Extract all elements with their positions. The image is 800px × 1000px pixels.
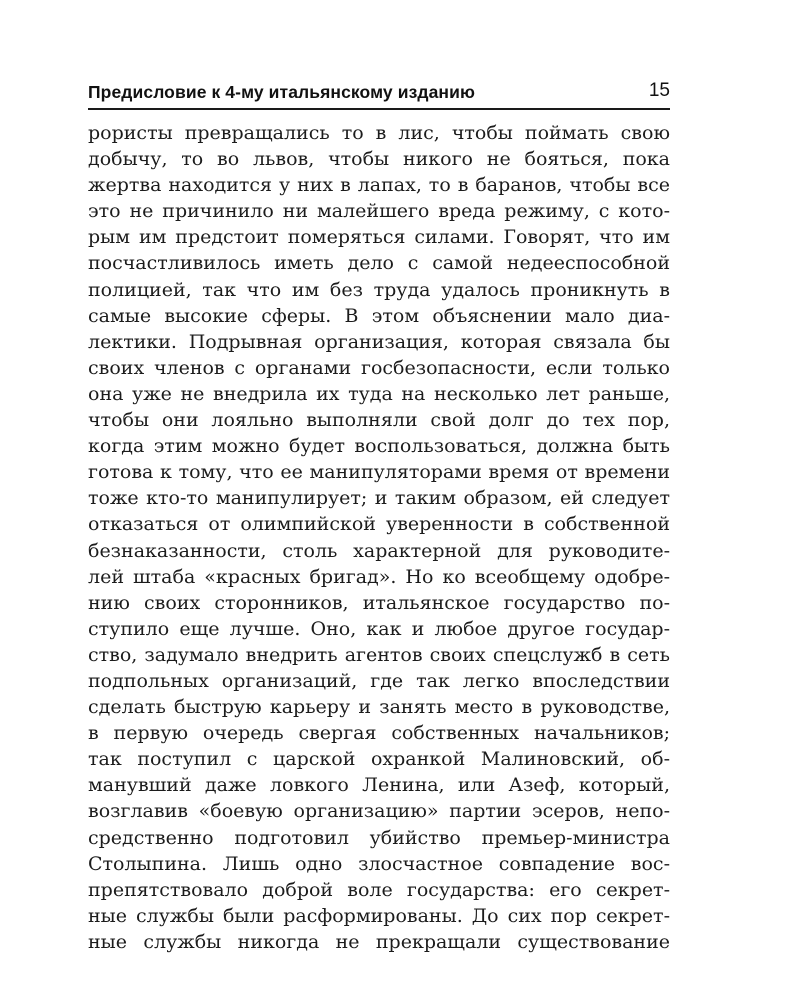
- text-line: она уже не внедрила их туда на несколько лет раньше,: [88, 382, 670, 405]
- text-line: тоже кто-то манипулирует; и таким образом, ей следует: [88, 487, 670, 510]
- text-line: в первую очередь свергая собственных начальников;: [88, 722, 670, 745]
- text-line: ные службы были расформированы. До сих пор секрет-: [88, 904, 670, 927]
- text-line: когда этим можно будет воспользоваться, должна быть: [88, 435, 670, 458]
- text-line: сделать быструю карьеру и занять место в руководстве,: [88, 696, 670, 719]
- text-line: манувший даже ловкого Ленина, или Азеф, который,: [88, 774, 670, 797]
- text-line: Столыпина. Лишь одно злосчастное совпадение вос-: [88, 852, 670, 875]
- text-line: так поступил с царской охранкой Малиновский, об-: [88, 748, 670, 771]
- text-line: безнаказанности, столь характерной для руководите-: [88, 539, 670, 562]
- text-line: рым им предстоит померяться силами. Говорят, что им: [88, 226, 670, 249]
- text-line: лектики. Подрывная организация, которая связала бы: [88, 330, 670, 353]
- page-number: 15: [648, 80, 670, 101]
- text-line: возглавив «боевую организацию» партии эсеров, непо-: [88, 800, 670, 823]
- text-line: готова к тому, что ее манипуляторами время от времени: [88, 461, 670, 484]
- text-line: лей штаба «красных бригад». Но ко всеобщему одобре-: [88, 565, 670, 588]
- text-line: посчастливилось иметь дело с самой недееспособной: [88, 252, 670, 275]
- text-line: ство, задумало внедрить агентов своих спецслужб в сеть: [88, 643, 670, 666]
- text-line: средственно подготовил убийство премьер-министра: [88, 826, 670, 849]
- text-line: жертва находится у них в лапах, то в баранов, чтобы все: [88, 174, 670, 197]
- running-head: [88, 78, 670, 110]
- text-line: рористы превращались то в лис, чтобы поймать свою: [88, 122, 670, 144]
- text-line: подпольных организаций, где так легко впоследствии: [88, 669, 670, 692]
- running-title: Предисловие к 4-му итальянскому изданию: [88, 82, 475, 102]
- text-line: отказаться от олимпийской уверенности в собственной: [88, 513, 670, 536]
- text-line: добычу, то во львов, чтобы никого не бояться, пока: [88, 148, 670, 171]
- text-line: ные службы никогда не прекращали существование: [88, 930, 670, 953]
- text-line: полицией, так что им без труда удалось проникнуть в: [88, 278, 670, 301]
- text-line: самые высокие сферы. В этом объяснении мало диа-: [88, 304, 670, 327]
- text-line: это не причинило ни малейшего вреда режиму, с кото-: [88, 200, 670, 223]
- text-line: чтобы они лояльно выполняли свой долг до тех пор,: [88, 409, 670, 432]
- text-line: препятствовало доброй воле государства: его секрет-: [88, 878, 670, 901]
- body-text: [88, 120, 670, 955]
- text-line: ступило еще лучше. Оно, как и любое другое государ-: [88, 617, 670, 640]
- text-line: нию своих сторонников, итальянское государство по-: [88, 591, 670, 614]
- text-line: своих членов с органами госбезопасности, если только: [88, 356, 670, 379]
